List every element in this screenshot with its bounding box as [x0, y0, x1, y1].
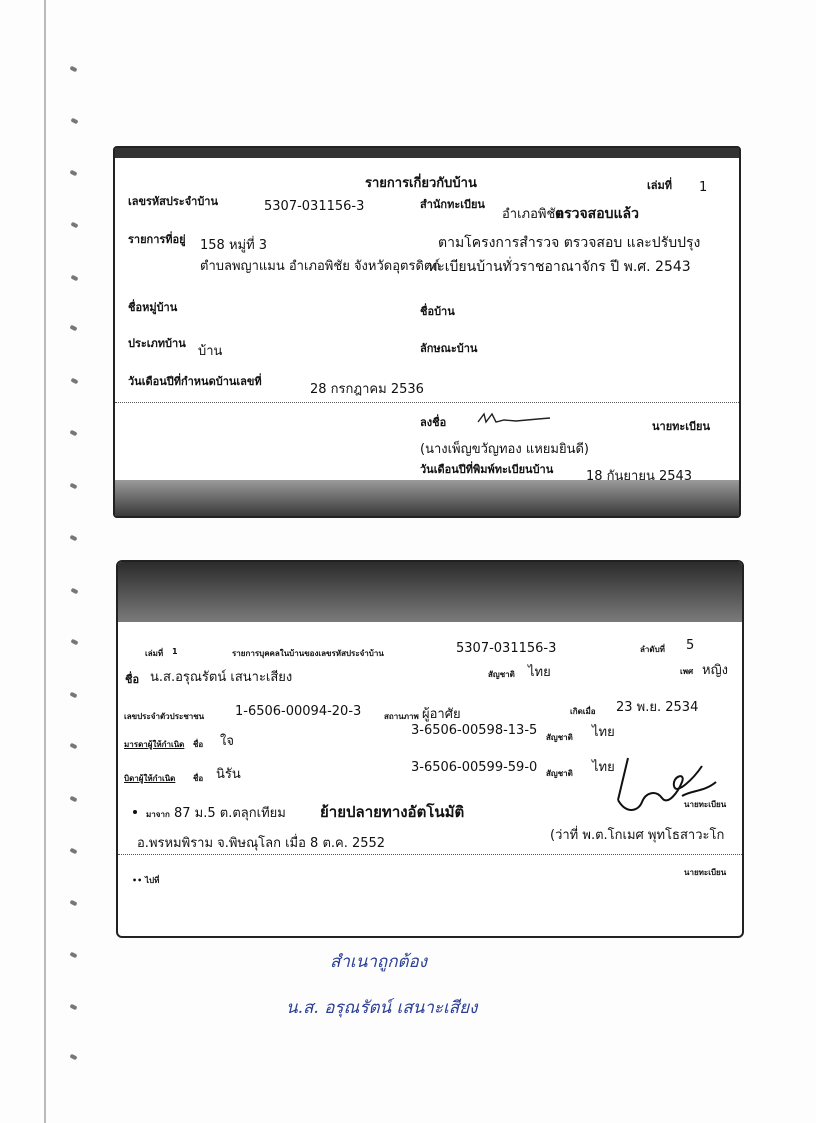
house-name-label: ชื่อบ้าน: [420, 305, 455, 318]
margin-dot: [69, 952, 77, 959]
card-bottom-dotted-line: [115, 402, 739, 403]
registrar-signature: [476, 408, 556, 430]
mother-nationality: ไทย: [592, 725, 615, 740]
margin-dot: [70, 588, 78, 595]
margin-dot: [70, 275, 78, 282]
born-label: เกิดเมื่อ: [570, 707, 596, 716]
mother-id: 3-6506-00598-13-5: [411, 723, 538, 738]
address-line1: 158 หมู่ที่ 3: [200, 238, 268, 253]
margin-dot: [69, 692, 77, 699]
card2-registrar-label-bottom: นายทะเบียน: [684, 868, 727, 877]
card2-registrar-name: (ว่าที่ พ.ต.โกเมศ พุทโธสาวะโก: [550, 828, 725, 843]
card2-book-no: 1: [172, 647, 178, 656]
father-name-label: ชื่อ: [193, 774, 204, 783]
sex-value: หญิง: [702, 663, 728, 678]
id-value: 1-6506-00094-20-3: [235, 704, 362, 719]
card1-title: รายการเกี่ยวกับบ้าน: [365, 176, 477, 191]
margin-dot: [69, 743, 77, 750]
persons-label: รายการบุคคลในบ้านของเลขรหัสประจำบ้าน: [232, 649, 384, 658]
person-name: น.ส.อรุณรัตน์ เสนาะเสียง: [150, 670, 293, 685]
to-label-text: ไปที่: [145, 876, 160, 885]
mother-name-label: ชื่อ: [193, 740, 204, 749]
verification-stamp-line3: ทะเบียนบ้านทั่วราชอาณาจักร ปี พ.ศ. 2543: [428, 259, 691, 275]
margin-dot: [69, 900, 77, 907]
margin-dot: [69, 325, 77, 332]
margin-dot: [69, 796, 77, 803]
card2-book-label: เล่มที่: [145, 649, 164, 658]
margin-dot: [69, 483, 77, 490]
order-label: ลำดับที่: [640, 645, 665, 654]
house-id-value: 5307-031156-3: [264, 199, 365, 214]
card1-book-label: เล่มที่: [647, 179, 673, 192]
verification-stamp-line1: ตรวจสอบแล้ว: [555, 206, 639, 222]
house-char-label: ลักษณะบ้าน: [420, 342, 478, 355]
card1-registrar-name: (นางเพ็ญขวัญทอง แหยมยินดี): [420, 442, 589, 457]
margin-dot: [70, 378, 78, 385]
signed-label: ลงชื่อ: [420, 416, 447, 429]
card1-book-no: 1: [699, 180, 708, 195]
card-top-bar: [115, 148, 739, 158]
margin-dot: [69, 848, 77, 855]
print-date-label: วันเดือนปีที่พิมพ์ทะเบียนบ้าน: [420, 463, 554, 476]
move-auto-text: ย้ายปลายทางอัตโนมัติ: [320, 803, 465, 821]
from-label-dot: [133, 810, 137, 814]
status-value: ผู้อาศัย: [422, 707, 461, 722]
card1-registrar-label: นายทะเบียน: [652, 420, 711, 433]
nationality-value: ไทย: [528, 665, 551, 680]
office-value: อำเภอพิชัย: [502, 207, 563, 222]
margin-dot: [69, 1054, 77, 1061]
father-id: 3-6506-00599-59-0: [411, 760, 538, 775]
margin-dot: [69, 170, 77, 177]
office-label: สำนักทะเบียน: [420, 198, 485, 211]
nationality-label: สัญชาติ: [488, 670, 515, 679]
father-label: บิดาผู้ให้กำเนิด: [124, 774, 176, 783]
born-value: 23 พ.ย. 2534: [616, 700, 699, 715]
father-name: นิรัน: [216, 767, 241, 782]
margin-dot: [69, 535, 77, 542]
address-line2: ตำบลพญาแมน อำเภอพิชัย จังหวัดอุตรดิตถ์: [200, 259, 441, 274]
from-label: มาจาก: [146, 810, 170, 819]
verification-stamp-line2: ตามโครงการสำรวจ ตรวจสอบ และปรับปรุง: [438, 235, 701, 251]
margin-dot: [69, 430, 77, 437]
card2-dotted-line: [118, 854, 742, 855]
to-label: •• ไปที่: [132, 876, 160, 885]
card2-top-band: [118, 562, 742, 622]
card2-registrar-label: นายทะเบียน: [684, 800, 727, 809]
house-id-label: เลขรหัสประจำบ้าน: [128, 195, 218, 208]
margin-dot: [70, 222, 78, 229]
address-label: รายการที่อยู่: [128, 233, 186, 246]
house-type-label: ประเภทบ้าน: [128, 337, 186, 350]
village-label: ชื่อหมู่บ้าน: [128, 301, 178, 314]
father-nationality-label: สัญชาติ: [546, 769, 573, 778]
signature-handwriting: น.ส. อรุณรัตน์ เสนาะเสียง: [286, 998, 478, 1018]
from-line2: อ.พรหมพิราม จ.พิษณุโลก เมื่อ 8 ต.ค. 2552: [137, 836, 386, 851]
status-label: สถานภาพ: [384, 712, 419, 721]
sex-label: เพศ: [680, 667, 694, 676]
margin-dot: [70, 639, 78, 646]
mother-name: ใจ: [220, 734, 234, 749]
page-margin-line: [44, 0, 46, 1123]
margin-dot: [70, 118, 78, 125]
id-label: เลขประจำตัวประชาชน: [124, 712, 205, 721]
house-type-value: บ้าน: [198, 344, 223, 359]
date-assigned-value: 28 กรกฎาคม 2536: [310, 382, 424, 397]
margin-dot: [69, 1004, 77, 1011]
mother-nationality-label: สัญชาติ: [546, 733, 573, 742]
order-no: 5: [686, 638, 695, 653]
name-label: ชื่อ: [125, 673, 140, 686]
mother-label: มารดาผู้ให้กำเนิด: [124, 740, 185, 749]
date-assigned-label: วันเดือนปีที่กำหนดบ้านเลขที่: [128, 375, 262, 388]
father-nationality: ไทย: [592, 760, 615, 775]
person-details-card: [116, 560, 744, 938]
margin-dot: [69, 66, 77, 73]
card2-house-id: 5307-031156-3: [456, 641, 557, 656]
certified-copy-handwriting: สำเนาถูกต้อง: [330, 952, 428, 972]
from-line1: 87 ม.5 ต.ตลุกเทียม: [174, 806, 286, 821]
print-date-value: 18 กันยายน 2543: [586, 469, 693, 484]
